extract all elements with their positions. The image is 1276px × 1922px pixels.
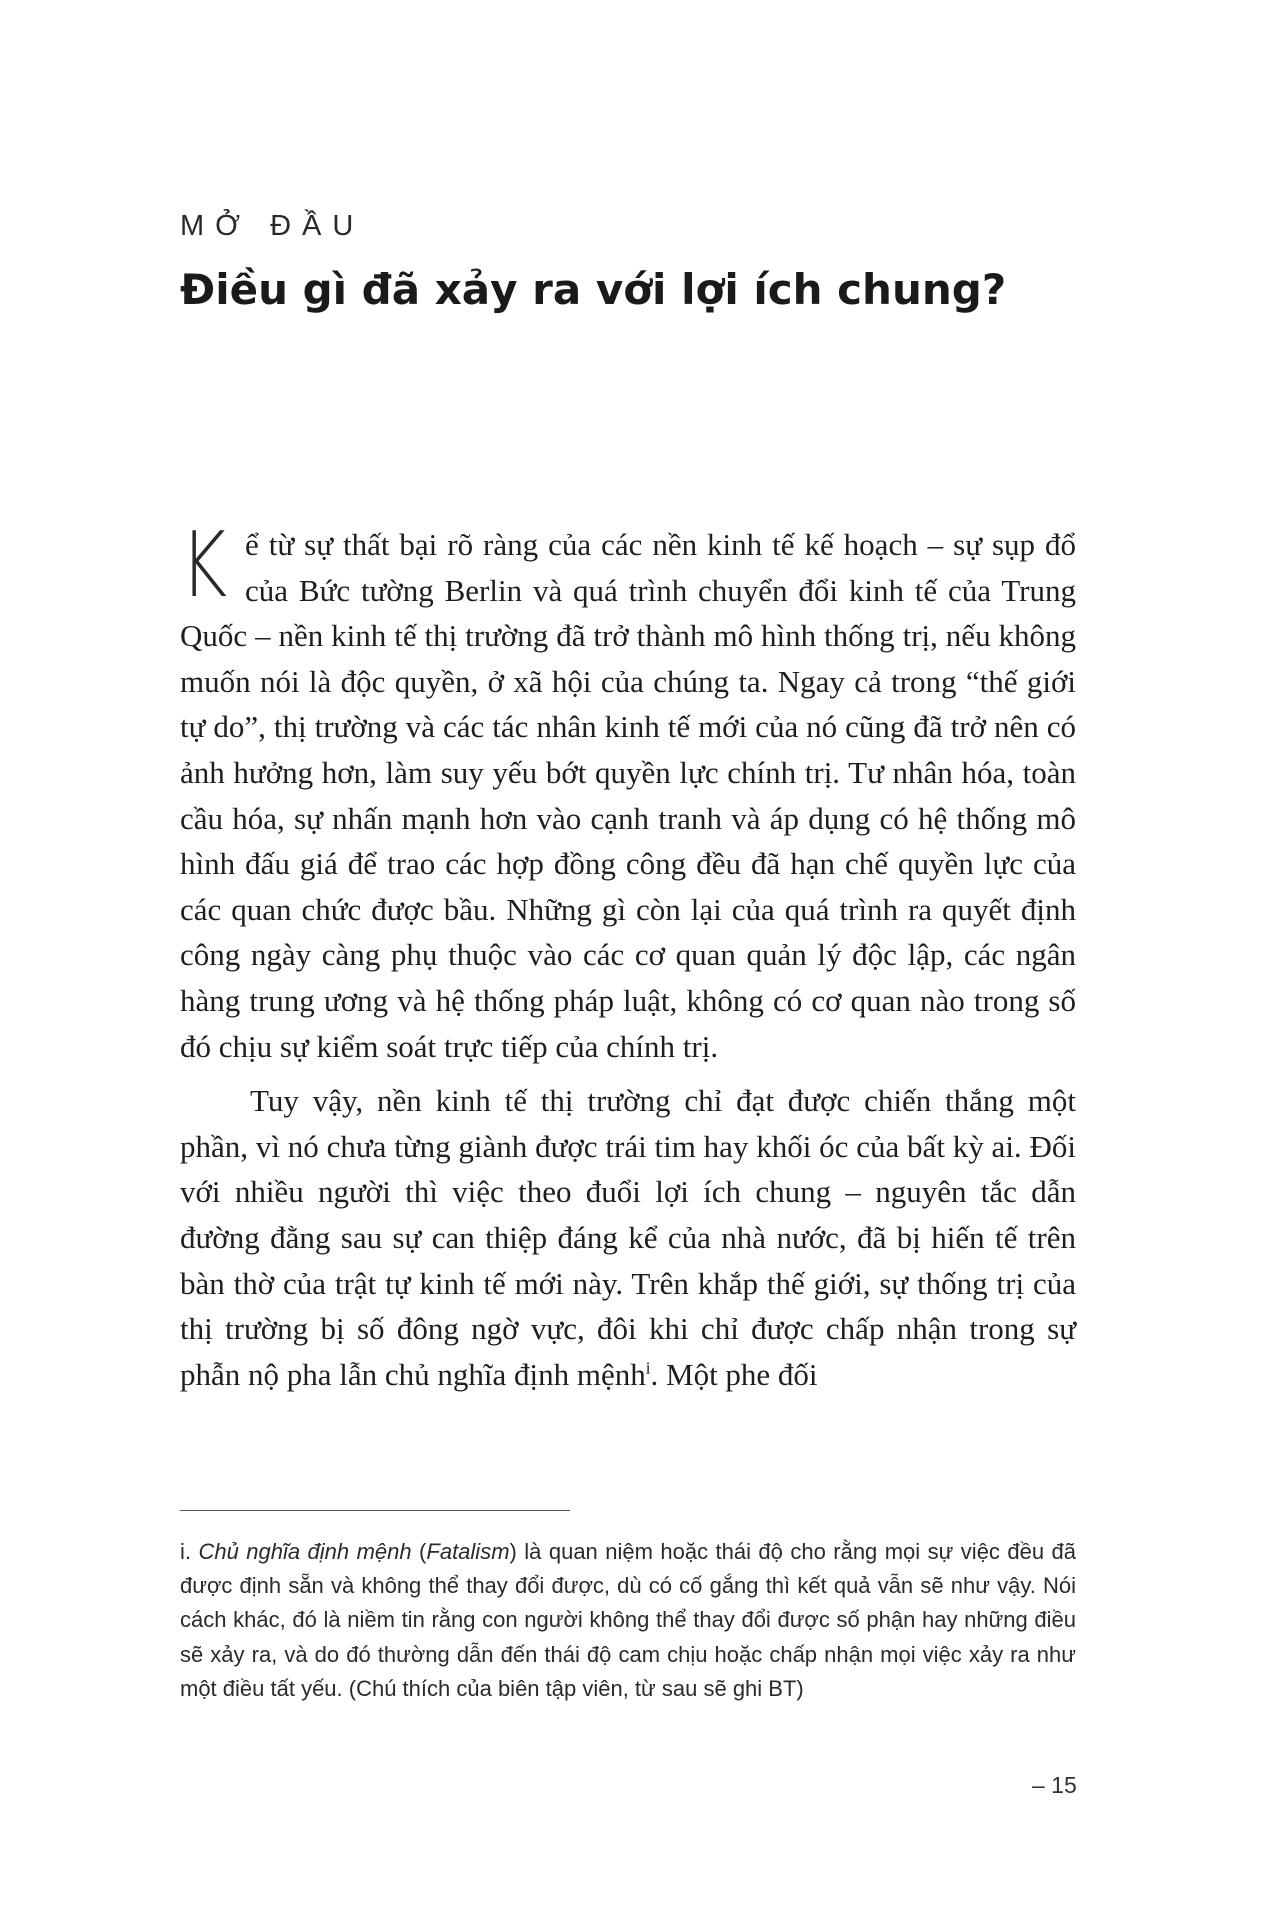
footnote-divider bbox=[180, 1510, 570, 1511]
paragraph-1-text: ể từ sự thất bại rõ ràng của các nền kinh tế kế hoạch – sự sụp đổ của Bức tường Berlin và quá trình chuyển đổi kinh tế của Trung Quốc – nền kinh tế thị trường đã trở thành mô hình thống trị, nếu không muốn nói là độc quyền, ở xã hội của chúng ta. Ngay cả trong “thế giới tự do”, thị trường và các tác nhân kinh tế mới của nó cũng đã trở nên có ảnh hưởng hơn, làm suy yếu bớt quyền lực chính trị. Tư nhân hóa, toàn cầu hóa, sự nhấn mạnh hơn vào cạnh tranh và áp dụng có hệ thống mô hình đấu giá để trao các hợp đồng công đều đã hạn chế quyền lực của các quan chức được bầu. Những gì còn lại của quá trình ra quyết định công ngày càng phụ thuộc vào các cơ quan quản lý độc lập, các ngân hàng trung ương và hệ thống pháp luật, không có cơ quan nào trong số đó chịu sự kiểm soát trực tiếp của chính trị. bbox=[180, 527, 1076, 1064]
footnote-open-paren: ( bbox=[411, 1539, 427, 1564]
paragraph-1 bbox=[180, 513, 1076, 1069]
footnote-term: Chủ nghĩa định mệnh bbox=[198, 1539, 412, 1564]
footnote-term-english: Fatalism bbox=[426, 1539, 510, 1564]
chapter-title: Điều gì đã xảy ra với lợi ích chung? bbox=[180, 265, 1007, 314]
footnote bbox=[180, 1535, 1076, 1706]
body-text bbox=[180, 513, 1076, 1397]
paragraph-2-text: Tuy vậy, nền kinh tế thị trường chỉ đạt được chiến thắng một phần, vì nó chưa từng giành được trái tim hay khối óc của bất kỳ ai. Đối với nhiều người thì việc theo đuổi lợi ích chung – nguyên tắc dẫn đường đằng sau sự can thiệp đáng kể của nhà nước, đã bị hiến tế trên bàn thờ của trật tự kinh tế mới này. Trên khắp thế giới, sự thống trị của thị trường bị số đông ngờ vực, đôi khi chỉ được chấp nhận trong sự phẫn nộ pha lẫn chủ nghĩa định mệnh bbox=[180, 1083, 1076, 1392]
chapter-label: MỞ ĐẦU bbox=[180, 210, 365, 242]
footnote-text: ) là quan niệm hoặc thái độ cho rằng mọi sự việc đều đã được định sẵn và không thể thay đổi được, dù có cố gắng thì kết quả vẫn sẽ như vậy. Nói cách khác, đó là niềm tin rằng con người không thể thay đổi được số phận hay những điều sẽ xảy ra, và do đó thường dẫn đến thái độ cam chịu hoặc chấp nhận mọi việc xảy ra như một điều tất yếu. (Chú thích của biên tập viên, từ sau sẽ ghi BT) bbox=[180, 1539, 1076, 1701]
paragraph-2 bbox=[180, 1078, 1076, 1397]
paragraph-2-end: . Một phe đối bbox=[650, 1356, 818, 1392]
page-number: – 15 bbox=[1032, 1772, 1077, 1798]
drop-cap: K bbox=[180, 513, 228, 618]
footnote-marker[interactable]: i bbox=[645, 1358, 651, 1378]
footnote-number: i. bbox=[180, 1539, 191, 1564]
